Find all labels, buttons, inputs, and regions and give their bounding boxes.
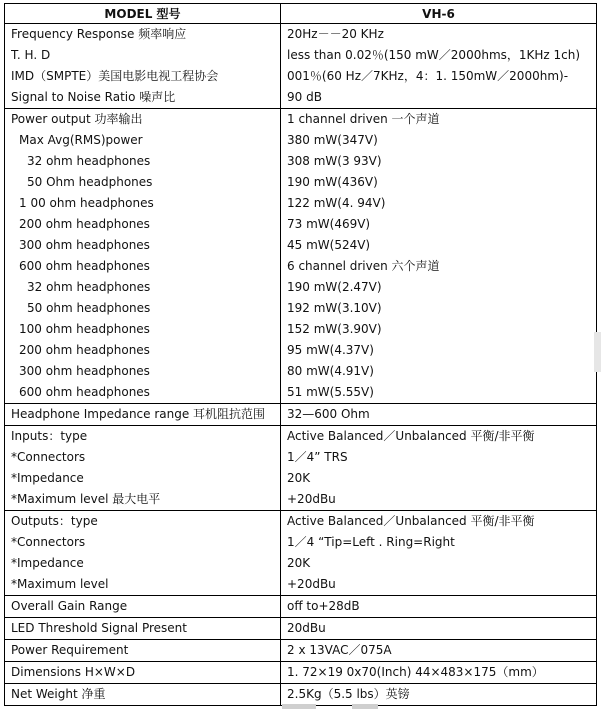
model-header: MODEL 型号 [5,4,281,24]
dimensions-label: Dimensions H×W×D [11,665,136,679]
power-value: 190 mW(436V) [287,175,378,189]
frequency-response-value: 20Hz－－20 KHz [287,27,384,41]
inputs-impedance-value: 20K [287,471,311,485]
headphone-load-label: 50 Ohm headphones [27,175,153,189]
power-values-cell [281,109,597,404]
thd-label: T. H. D [11,48,51,62]
power-value: 380 mW(347V) [287,133,378,147]
inputs-connectors-label: *Connectors [11,450,86,464]
inputs-values-cell [281,426,597,511]
outputs-labels-cell [5,511,281,596]
spec-table [4,3,597,706]
inputs-max-level-value: +20dBu [287,492,336,506]
group-outputs [5,511,597,596]
power-value: 45 mW(524V) [287,238,371,252]
headphone-load-label: 600 ohm headphones [19,259,150,273]
led-threshold-value: 20dBu [287,621,326,635]
table-row [5,640,597,662]
gain-range-label: Overall Gain Range [11,599,128,613]
headphone-load-label: 1 00 ohm headphones [19,196,154,210]
headphone-load-label: 200 ohm headphones [19,217,150,231]
power-value: 190 mW(2.47V) [287,280,382,294]
outputs-impedance-value: 20K [287,556,311,570]
edge-artifact [594,332,601,372]
header-row [5,4,597,24]
footer-artifact [352,704,378,709]
impedance-row [5,404,597,426]
inputs-labels-cell [5,426,281,511]
headphone-load-label: 32 ohm headphones [27,280,151,294]
power-value: 73 mW(469V) [287,217,371,231]
power-value: 80 mW(4.91V) [287,364,374,378]
group-general [5,24,597,109]
impedance-value: 32—600 Ohm [287,407,370,421]
outputs-type-value: Active Balanced／Unbalanced 平衡/非平衡 [287,514,535,528]
headphone-load-label: 300 ohm headphones [19,364,150,378]
headphone-load-label: 32 ohm headphones [27,154,151,168]
inputs-impedance-label: *Impedance [11,471,84,485]
inputs-type-label: Inputs：type [11,429,88,443]
footer-artifact [282,704,316,709]
outputs-connectors-label: *Connectors [11,535,86,549]
outputs-max-level-value: +20dBu [287,577,336,591]
thd-value: less than 0.02％(150 mW／2000hms，1KHz 1ch) [287,48,581,62]
headphone-load-label: 100 ohm headphones [19,322,150,336]
impedance-label: Headphone Impedance range 耳机阻抗范围 [11,407,266,421]
outputs-type-label: Outputs：type [11,514,98,528]
max-avg-power-label: Max Avg(RMS)power [19,133,143,147]
headphone-load-label: 50 ohm headphones [27,301,151,315]
general-labels-cell [5,24,281,109]
inputs-max-level-label: *Maximum level 最大电平 [11,492,161,506]
inputs-connectors-value: 1／4” TRS [287,450,348,464]
outputs-connectors-value: 1／4 “Tip=Left . Ring=Right [287,535,455,549]
power-value: 192 mW(3.10V) [287,301,382,315]
frequency-response-label: Frequency Response 频率响应 [11,27,187,41]
headphone-load-label: 300 ohm headphones [19,238,150,252]
power-requirement-label: Power Requirement [11,643,129,657]
power-labels-cell [5,109,281,404]
headphone-load-label: 600 ohm headphones [19,385,150,399]
outputs-max-level-label: *Maximum level [11,577,109,591]
gain-range-value: off to+28dB [287,599,360,613]
net-weight-value: 2.5Kg（5.5 lbs）英镑 [287,687,410,701]
outputs-values-cell [281,511,597,596]
led-threshold-label: LED Threshold Signal Present [11,621,187,635]
table-row [5,684,597,706]
model-value-header: VH-6 [281,4,597,24]
dimensions-value: 1. 72×19 0x70(Inch) 44×483×175（mm） [287,665,544,679]
imd-value: 001％(60 Hz／7KHz，4：1. 150mW／2000hm)- [287,69,569,83]
channel-driven-value: 1 channel driven 一个声道 [287,112,440,126]
outputs-impedance-label: *Impedance [11,556,84,570]
power-value: 51 mW(5.55V) [287,385,374,399]
table-row [5,596,597,618]
group-power-output [5,109,597,404]
power-value: 152 mW(3.90V) [287,322,382,336]
power-value: 95 mW(4.37V) [287,343,374,357]
power-value: 122 mW(4. 94V) [287,196,386,210]
inputs-type-value: Active Balanced／Unbalanced 平衡/非平衡 [287,429,535,443]
channel-driven-value: 6 channel driven 六个声道 [287,259,440,273]
group-inputs [5,426,597,511]
headphone-load-label: 200 ohm headphones [19,343,150,357]
table-row [5,618,597,640]
general-values-cell [281,24,597,109]
net-weight-label: Net Weight 净重 [11,687,106,701]
snr-value: 90 dB [287,90,322,104]
power-value: 308 mW(3 93V) [287,154,382,168]
table-row [5,662,597,684]
snr-label: Signal to Noise Ratio 噪声比 [11,90,176,104]
power-output-label: Power output 功率输出 [11,112,143,126]
power-requirement-value: 2 x 13VAC／075A [287,643,392,657]
imd-label: IMD（SMPTE）美国电影电视工程协会 [11,69,219,83]
